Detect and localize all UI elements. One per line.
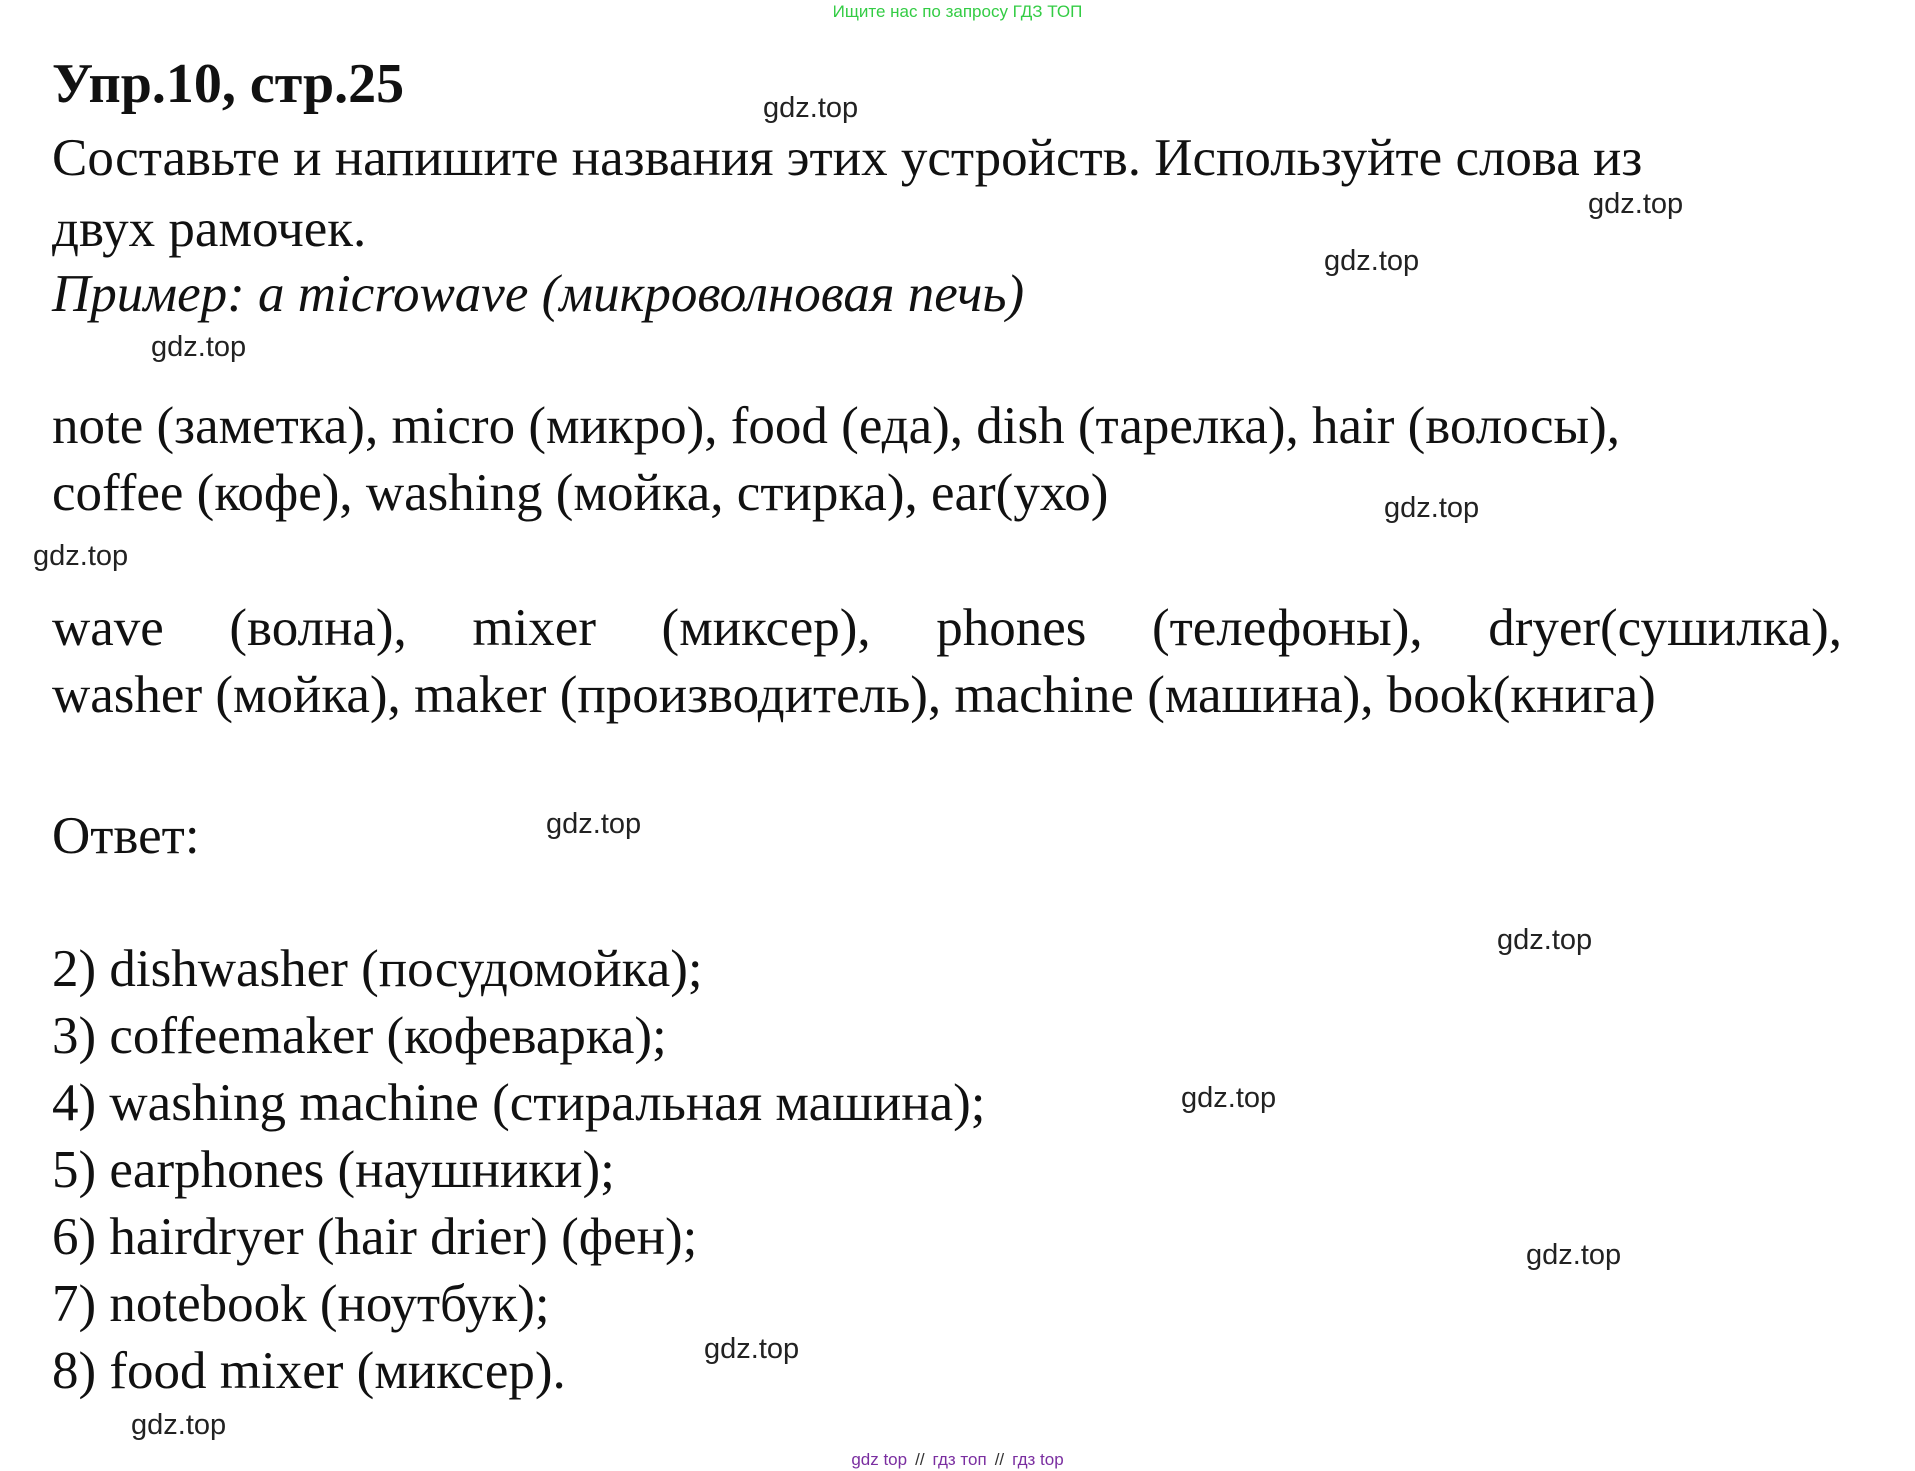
watermark: gdz.top <box>1181 1082 1277 1114</box>
example-line: Пример: a microwave (микроволновая печь) <box>52 265 1025 323</box>
box2-line-1: wave (волна), mixer (миксер), phones (телефоны), dryer(сушилка), <box>52 599 1842 657</box>
watermark: gdz.top <box>1588 188 1684 220</box>
top-banner: Ищите нас по запросу ГДЗ ТОП <box>832 2 1083 21</box>
answer-item: 6) hairdryer (hair drier) (фен); <box>52 1208 698 1266</box>
answer-label: Ответ: <box>52 807 200 865</box>
box1-line-1: note (заметка), micro (микро), food (еда), dish (тарелка), hair (волосы), <box>52 397 1621 455</box>
footer-separator: // <box>994 1450 1005 1469</box>
footer <box>0 1450 1915 1470</box>
instruction-line-1: Составьте и напишите названия этих устройств. Используйте слова из <box>52 129 1643 187</box>
exercise-title: Упр.10, стр.25 <box>52 53 405 115</box>
watermark: gdz.top <box>1497 924 1593 956</box>
footer-link-gdz-top-mixed[interactable]: гдз top <box>1012 1450 1064 1469</box>
watermark: gdz.top <box>763 92 859 124</box>
answer-item: 2) dishwasher (посудомойка); <box>52 940 703 998</box>
watermark: gdz.top <box>704 1333 800 1365</box>
box2-line-2: washer (мойка), maker (производитель), machine (машина), book(книга) <box>52 666 1656 724</box>
answer-item: 4) washing machine (стиральная машина); <box>52 1074 986 1132</box>
footer-link-gdz-top[interactable]: gdz top <box>851 1450 908 1469</box>
watermark: gdz.top <box>33 540 129 572</box>
footer-separator: // <box>915 1450 925 1469</box>
footer-link-gdz-top-ru[interactable]: гдз топ <box>932 1450 987 1469</box>
box1-line-2: coffee (кофе), washing (мойка, стирка), ear(ухо) <box>52 464 1109 522</box>
answer-item: 7) notebook (ноутбук); <box>52 1275 550 1333</box>
answer-item: 8) food mixer (миксер). <box>52 1342 566 1400</box>
answer-item: 3) coffeemaker (кофеварка); <box>52 1007 667 1065</box>
watermark: gdz.top <box>1526 1239 1622 1271</box>
watermark: gdz.top <box>131 1409 227 1441</box>
watermark: gdz.top <box>151 331 247 363</box>
watermark: gdz.top <box>546 808 642 840</box>
answer-item: 5) earphones (наушники); <box>52 1141 615 1199</box>
watermark: gdz.top <box>1384 492 1480 524</box>
watermark: gdz.top <box>1324 245 1420 277</box>
instruction-line-2: двух рамочек. <box>52 200 367 258</box>
